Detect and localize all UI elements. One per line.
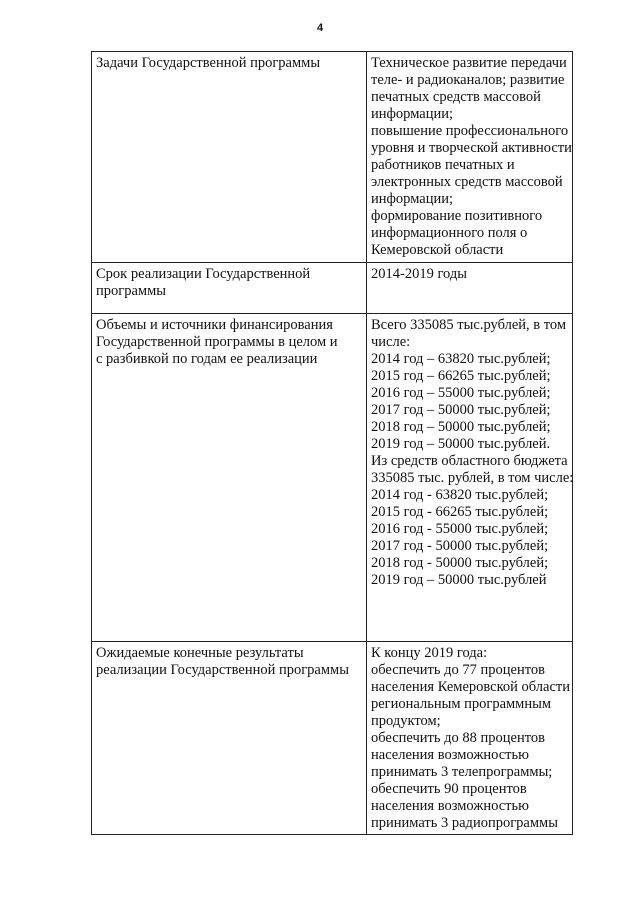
results-label-cell xyxy=(92,642,367,835)
cell-line: обеспечить до 88 процентов xyxy=(371,730,545,746)
tasks-value-cell xyxy=(367,52,573,263)
cell-line: 2017 год – 50000 тыс.рублей; xyxy=(371,402,551,418)
cell-line: уровня и творческой активности xyxy=(371,140,572,156)
cell-line: 2018 год – 50000 тыс.рублей; xyxy=(371,419,551,435)
cell-line: населения возможностью xyxy=(371,798,529,814)
cell-line: Ожидаемые конечные результаты xyxy=(96,645,304,661)
cell-line: населения Кемеровской области xyxy=(371,679,571,695)
cell-line: повышение профессионального xyxy=(371,123,569,139)
cell-line: Государственной программы в целом и xyxy=(96,334,338,350)
cell-line: Кемеровской области xyxy=(371,242,504,258)
cell-line: 2015 год - 66265 тыс.рублей; xyxy=(371,504,549,520)
cell-line: обеспечить до 77 процентов xyxy=(371,662,545,678)
cell-line: обеспечить 90 процентов xyxy=(371,781,527,797)
cell-line: 2017 год - 50000 тыс.рублей; xyxy=(371,538,549,554)
cell-line: Задачи Государственной программы xyxy=(96,55,321,71)
period-label-cell xyxy=(92,263,367,314)
cell-line: 2019 год – 50000 тыс.рублей. xyxy=(371,436,551,452)
cell-line: населения возможностью xyxy=(371,747,529,763)
cell-line: работников печатных и xyxy=(371,157,515,173)
cell-line: числе: xyxy=(371,334,411,350)
cell-line: 2014-2019 годы xyxy=(371,266,467,282)
cell-line: продуктом; xyxy=(371,713,441,729)
cell-line: электронных средств массовой xyxy=(371,174,563,190)
cell-line: теле- и радиоканалов; развитие xyxy=(371,72,565,88)
cell-line: программы xyxy=(96,283,166,299)
tasks-label-cell xyxy=(92,52,367,263)
cell-line: 2019 год – 50000 тыс.рублей xyxy=(371,572,547,588)
program-passport-table xyxy=(91,51,573,835)
cell-line: 2016 год – 55000 тыс.рублей; xyxy=(371,385,551,401)
cell-line: 2015 год – 66265 тыс.рублей; xyxy=(371,368,551,384)
table-row-period xyxy=(92,263,573,314)
table-row-tasks xyxy=(92,52,573,263)
cell-line: 2014 год – 63820 тыс.рублей; xyxy=(371,351,551,367)
cell-line: 335085 тыс. рублей, в том числе: xyxy=(371,470,574,486)
cell-line: Техническое развитие передачи xyxy=(371,55,567,71)
funding-value-cell xyxy=(367,314,573,642)
table-row-results xyxy=(92,642,573,835)
cell-line: Срок реализации Государственной xyxy=(96,266,311,282)
cell-line: 2014 год - 63820 тыс.рублей; xyxy=(371,487,549,503)
period-value-cell xyxy=(367,263,573,314)
cell-line: принимать 3 радиопрограммы xyxy=(371,815,558,831)
cell-line: формирование позитивного xyxy=(371,208,543,224)
cell-line: Всего 335085 тыс.рублей, в том xyxy=(371,317,567,333)
funding-label-cell xyxy=(92,314,367,642)
cell-line: информации; xyxy=(371,106,454,122)
cell-line: реализации Государственной программы xyxy=(96,662,349,678)
table-row-funding xyxy=(92,314,573,642)
page-number: 4 xyxy=(316,22,324,34)
cell-line: региональным программным xyxy=(371,696,552,712)
cell-line: принимать 3 телепрограммы; xyxy=(371,764,553,780)
cell-line: 2016 год - 55000 тыс.рублей; xyxy=(371,521,549,537)
cell-line: информации; xyxy=(371,191,454,207)
cell-line: 2018 год - 50000 тыс.рублей; xyxy=(371,555,549,571)
cell-line: Из средств областного бюджета xyxy=(371,453,568,469)
cell-line: информационного поля о xyxy=(371,225,528,241)
cell-line: К концу 2019 года: xyxy=(371,645,488,661)
cell-line: печатных средств массовой xyxy=(371,89,541,105)
cell-line: с разбивкой по годам ее реализации xyxy=(96,351,318,367)
results-value-cell xyxy=(367,642,573,835)
cell-line: Объемы и источники финансирования xyxy=(96,317,333,333)
